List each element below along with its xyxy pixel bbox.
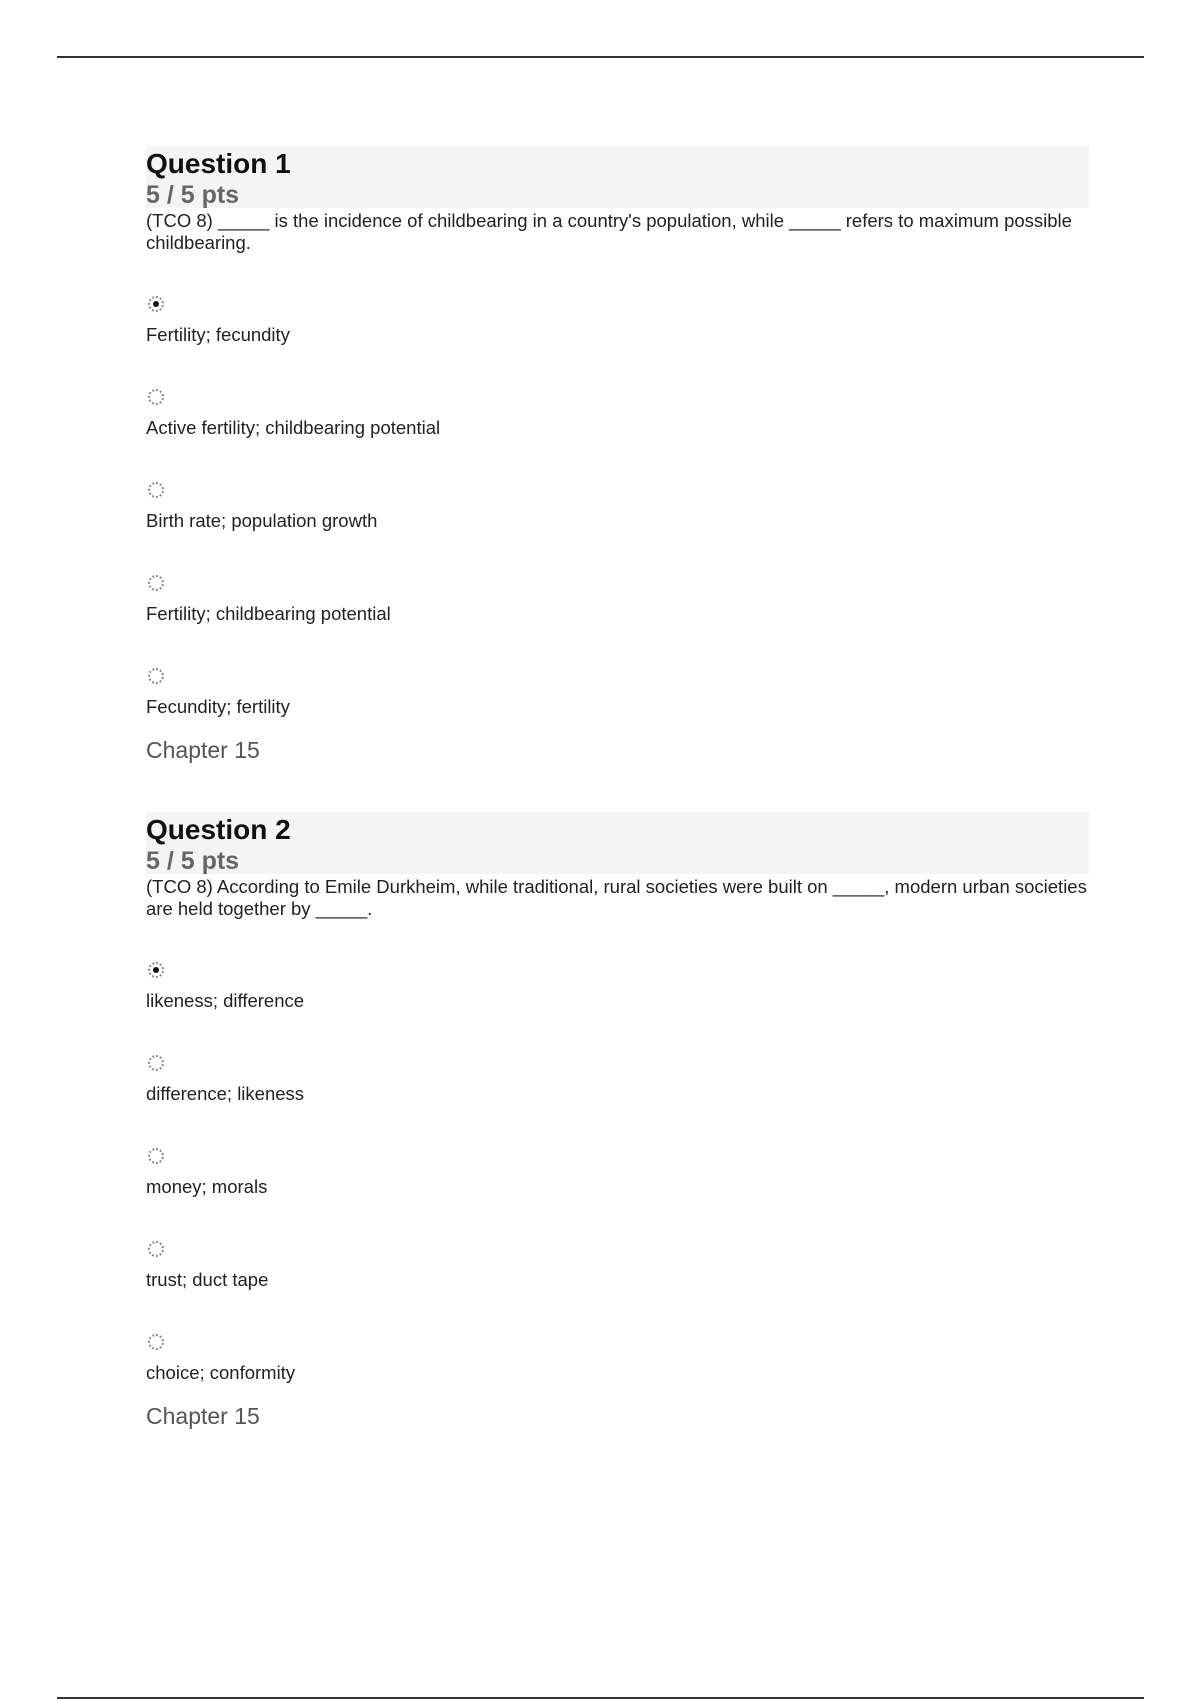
answer-label: Fertility; fecundity [146, 324, 290, 345]
answer-option[interactable] [146, 956, 1089, 1049]
answer-list [146, 290, 1089, 755]
radio-unselected-icon[interactable] [148, 1055, 164, 1071]
answer-label: choice; conformity [146, 1362, 296, 1383]
bottom-rule [57, 1697, 1144, 1699]
answer-option[interactable] [146, 290, 1089, 383]
radio-unselected-icon[interactable] [148, 1334, 164, 1350]
answer-option[interactable] [146, 1142, 1089, 1235]
answer-option[interactable] [146, 1049, 1089, 1142]
question-points: 5 / 5 pts [146, 181, 240, 209]
radio-unselected-icon[interactable] [148, 389, 164, 405]
top-rule [57, 56, 1144, 58]
answer-option[interactable] [146, 476, 1089, 569]
question-text: (TCO 8) According to Emile Durkheim, while traditional, rural societies were built on _____, modern urban societies are held together by _____. [146, 876, 1087, 919]
answer-option[interactable] [146, 1235, 1089, 1328]
question-block-1 [146, 146, 1089, 763]
chapter-reference: Chapter 15 [146, 737, 260, 763]
radio-selected-icon[interactable] [148, 962, 164, 978]
answer-option[interactable] [146, 569, 1089, 662]
radio-unselected-icon[interactable] [148, 575, 164, 591]
answer-option[interactable] [146, 1328, 1089, 1421]
answer-option[interactable] [146, 383, 1089, 476]
answer-label: Fecundity; fertility [146, 696, 290, 717]
answer-label: likeness; difference [146, 990, 305, 1011]
chapter-reference: Chapter 15 [146, 1403, 260, 1429]
question-header [146, 812, 1089, 874]
radio-unselected-icon[interactable] [148, 1241, 164, 1257]
question-points: 5 / 5 pts [146, 847, 240, 875]
answer-list [146, 956, 1089, 1421]
answer-label: money; morals [146, 1176, 268, 1197]
answer-label: trust; duct tape [146, 1269, 269, 1290]
radio-unselected-icon[interactable] [148, 482, 164, 498]
radio-selected-icon[interactable] [148, 296, 164, 312]
question-block-2 [146, 812, 1089, 1429]
radio-unselected-icon[interactable] [148, 1148, 164, 1164]
answer-label: Birth rate; population growth [146, 510, 378, 531]
answer-label: Fertility; childbearing potential [146, 603, 391, 624]
answer-label: Active fertility; childbearing potential [146, 417, 441, 438]
question-text: (TCO 8) _____ is the incidence of childbearing in a country's population, while _____ refers to maximum possible childbearing. [146, 210, 1072, 253]
question-header [146, 146, 1089, 208]
radio-unselected-icon[interactable] [148, 668, 164, 684]
answer-option[interactable] [146, 662, 1089, 755]
answer-label: difference; likeness [146, 1083, 305, 1104]
question-title: Question 2 [146, 814, 291, 845]
question-title: Question 1 [146, 148, 291, 179]
